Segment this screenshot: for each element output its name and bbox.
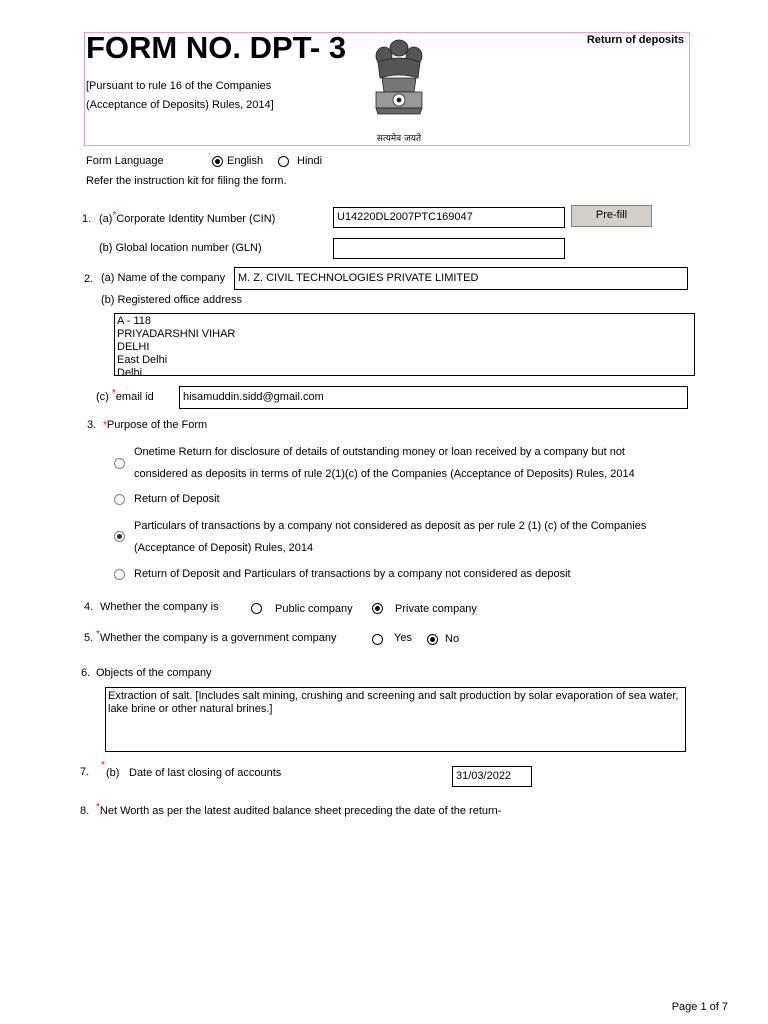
page-number: Page 1 of 7 <box>671 1001 728 1013</box>
cin-prefix: (a) <box>99 213 113 225</box>
q8-number: 8. <box>80 805 90 817</box>
email-label <box>96 390 154 405</box>
national-emblem-icon <box>362 32 436 132</box>
government-no-label: No <box>445 633 460 645</box>
company-type-label: Whether the company is <box>100 601 219 613</box>
rule-line-2: (Acceptance of Deposits) Rules, 2014] <box>86 99 274 111</box>
government-company-label-text: Whether the company is a government company <box>99 632 337 644</box>
government-company-label <box>96 631 337 646</box>
cin-label-text: Corporate Identity Number (CIN) <box>116 213 276 225</box>
q3-number: 3. <box>87 419 97 431</box>
net-worth-label-text: Net Worth as per the latest audited balance sheet preceding the date of the return- <box>99 805 502 817</box>
purpose-option-3-radio[interactable] <box>114 531 125 542</box>
public-company-label: Public company <box>275 603 353 615</box>
company-name-input[interactable]: M. Z. CIVIL TECHNOLOGIES PRIVATE LIMITED <box>234 267 688 290</box>
q7-sub-label: (b) <box>106 767 120 779</box>
government-no-radio[interactable] <box>427 634 438 645</box>
purpose-option-1-radio[interactable] <box>114 458 125 469</box>
private-company-radio[interactable] <box>372 603 383 614</box>
purpose-option-2-radio[interactable] <box>114 494 125 505</box>
form-title: FORM NO. DPT- 3 <box>86 30 347 65</box>
gln-input[interactable] <box>333 238 565 259</box>
language-hindi-label: Hindi <box>297 155 323 167</box>
q7-number: 7. <box>80 766 90 778</box>
email-prefix: (c) <box>96 391 109 403</box>
government-yes-label: Yes <box>394 632 412 644</box>
purpose-option-1-line-1: Onetime Return for disclosure of details of outstanding money or loan received by a company but not <box>134 446 625 458</box>
form-subtitle: Return of deposits <box>586 34 684 46</box>
address-line: Delhi <box>117 367 143 376</box>
q6-number: 6. <box>81 667 91 679</box>
q2-number: 2. <box>84 273 94 285</box>
instruction-text: Refer the instruction kit for filing the form. <box>86 175 287 187</box>
email-label-text: email id <box>115 391 154 403</box>
purpose-option-1-line-2: considered as deposits in terms of rule 2(1)(c) of the Companies (Acceptance of Deposits) Rules, 2014 <box>134 468 635 480</box>
purpose-label <box>103 418 207 433</box>
purpose-label-text: Purpose of the Form <box>106 419 208 431</box>
registered-address-input[interactable] <box>114 313 695 376</box>
required-marker: * <box>96 629 100 640</box>
purpose-option-3-line-2: (Acceptance of Deposit) Rules, 2014 <box>134 542 314 554</box>
net-worth-label <box>96 804 501 819</box>
address-line: PRIYADARSHNI VIHAR <box>117 328 236 340</box>
q5-number: 5. <box>84 632 94 644</box>
rule-line-1: [Pursuant to rule 16 of the Companies <box>86 80 272 92</box>
address-line: A - 118 <box>117 315 152 327</box>
public-company-radio[interactable] <box>251 603 262 614</box>
required-marker: * <box>101 760 105 771</box>
cin-label <box>99 212 275 227</box>
required-marker: * <box>111 388 116 399</box>
cin-input[interactable]: U14220DL2007PTC169047 <box>333 207 565 228</box>
prefill-button[interactable]: Pre-fill <box>571 205 652 227</box>
q4-number: 4. <box>84 601 94 613</box>
required-marker: * <box>112 210 117 221</box>
purpose-option-4-label: Return of Deposit and Particulars of transactions by a company not considered as deposit <box>134 568 571 580</box>
objects-label: Objects of the company <box>96 667 212 679</box>
required-marker: * <box>103 420 107 431</box>
language-english-radio[interactable] <box>212 156 223 167</box>
address-line: DELHI <box>117 341 150 353</box>
email-input[interactable]: hisamuddin.sidd@gmail.com <box>179 386 688 409</box>
form-language-label: Form Language <box>86 155 164 167</box>
closing-date-label: Date of last closing of accounts <box>129 767 282 779</box>
company-name-label: (a) Name of the company <box>101 272 226 284</box>
emblem-caption: सत्यमेव जयते <box>376 134 422 144</box>
private-company-label: Private company <box>395 603 477 615</box>
registered-address-label: (b) Registered office address <box>101 294 243 306</box>
purpose-option-2-label: Return of Deposit <box>134 493 220 505</box>
closing-date-input[interactable]: 31/03/2022 <box>452 766 532 787</box>
gln-label: (b) Global location number (GLN) <box>99 242 262 254</box>
address-line: East Delhi <box>117 354 168 366</box>
language-hindi-radio[interactable] <box>278 156 289 167</box>
government-yes-radio[interactable] <box>372 634 383 645</box>
language-english-label: English <box>227 155 264 167</box>
objects-input[interactable]: Extraction of salt. [Includes salt mining, crushing and screening and salt production by solar evaporation of sea water, lake brine or other natural brines.] <box>105 687 686 752</box>
q1-number: 1. <box>82 213 92 225</box>
required-marker: * <box>96 802 100 813</box>
purpose-option-4-radio[interactable] <box>114 569 125 580</box>
purpose-option-3-line-1: Particulars of transactions by a company not considered as deposit as per rule 2 (1) (c) of the Companies <box>134 520 647 532</box>
